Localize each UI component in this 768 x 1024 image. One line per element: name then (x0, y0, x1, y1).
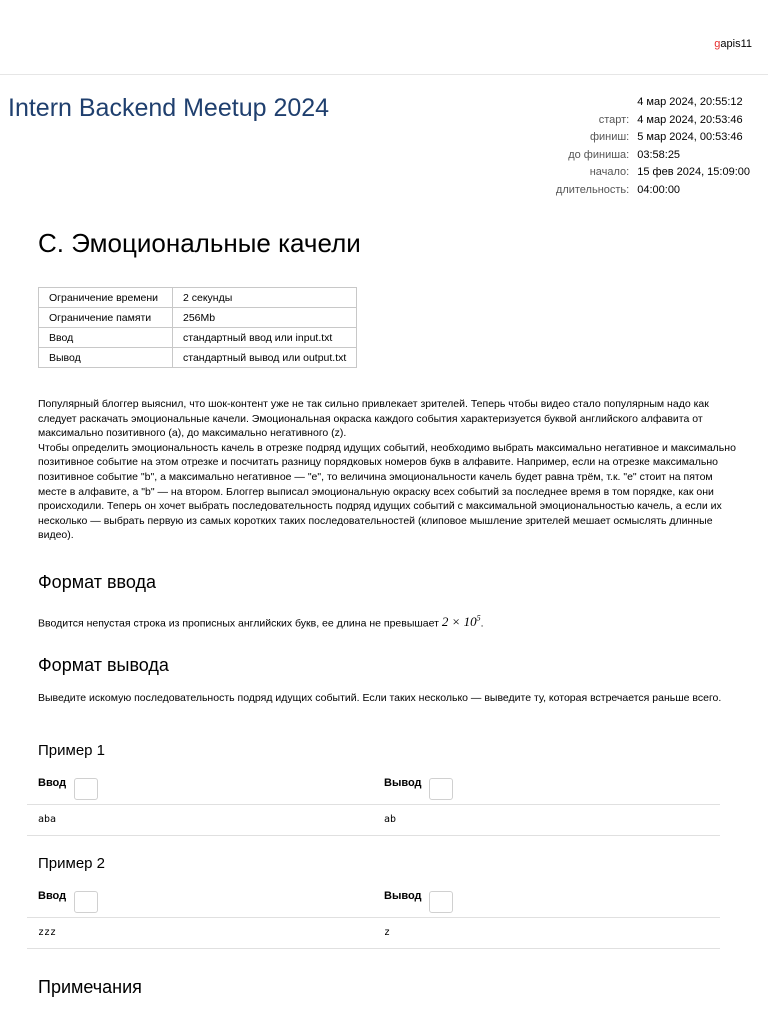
limit-key: Ввод (39, 328, 173, 348)
formula-base: 2 × 10 (441, 614, 477, 630)
example-header (27, 768, 720, 805)
input-format-tail: . (480, 617, 484, 630)
example-output-label: Вывод (384, 890, 422, 902)
table-row (39, 348, 357, 368)
time-value: 4 мар 2024, 20:53:46 (637, 113, 743, 126)
table-row (39, 288, 357, 308)
copy-input-button[interactable] (74, 778, 98, 800)
limit-value: 256Mb (173, 308, 357, 328)
limit-key: Вывод (39, 348, 173, 368)
time-row (556, 96, 750, 114)
limit-value: стандартный ввод или input.txt (173, 328, 357, 348)
example-block (27, 768, 720, 836)
time-row (556, 184, 750, 202)
time-row (556, 149, 750, 167)
time-label (556, 96, 637, 114)
example-header (27, 881, 720, 918)
example-input-label: Ввод (38, 777, 67, 789)
contest-time-info (556, 96, 750, 201)
limit-value: стандартный вывод или output.txt (173, 348, 357, 368)
limits-table (38, 287, 357, 368)
time-value: 15 фев 2024, 15:09:00 (637, 166, 750, 178)
copy-output-button[interactable] (429, 891, 453, 913)
example-block (27, 881, 720, 949)
top-bar (0, 0, 768, 75)
example-title: Пример 2 (38, 855, 106, 872)
input-format-text (38, 611, 738, 631)
input-format-desc: Вводится непустая строка из прописных английских букв, ее длина не превышает (38, 617, 439, 630)
time-value: 03:58:25 (637, 148, 681, 161)
input-limit-formula (442, 614, 481, 629)
time-label: начало: (589, 166, 630, 178)
notes-heading: Примечания (38, 977, 142, 997)
example-output-label: Вывод (384, 777, 422, 789)
example-input-label: Ввод (38, 890, 67, 902)
limit-value: 2 секунды (173, 288, 357, 308)
time-value: 4 мар 2024, 20:55:12 (637, 96, 743, 108)
output-format-heading: Формат вывода (38, 655, 169, 675)
time-value: 5 мар 2024, 00:53:46 (637, 131, 743, 143)
time-value: 04:00:00 (637, 183, 681, 196)
example-data-row (27, 918, 720, 949)
formula-exponent: 5 (476, 614, 481, 623)
time-row (556, 166, 750, 184)
user-link-rest: apis11 (720, 38, 752, 50)
copy-output-button[interactable] (429, 778, 453, 800)
time-row (556, 114, 750, 132)
statement-paragraph: Популярный блоггер выяснил, что шок-контент уже не так сильно привлекает зрителей. Теперь чтобы видео стало популярным надо как следует раскачать эмоциональные качели. Эмоциональная окраска каждого события характеризуется буквой английского алфавита от максимально позитивного (a), до максимально негативного (z). (38, 398, 709, 440)
problem-title: C. Эмоциональные качели (38, 228, 361, 258)
copy-input-button[interactable] (74, 891, 98, 913)
contest-title[interactable]: Intern Backend Meetup 2024 (8, 94, 330, 122)
table-row (39, 308, 357, 328)
time-label: до финиша: (568, 148, 630, 161)
limit-key: Ограничение памяти (39, 308, 173, 328)
output-format-text: Выведите искомую последовательность подряд идущих событий. Если таких несколько — выведите ту, которая встречается раньше всего. (38, 692, 722, 704)
limit-key: Ограничение времени (39, 288, 173, 308)
time-label: финиш: (589, 131, 630, 143)
problem-statement (38, 397, 738, 543)
example-output-value: ab (384, 814, 397, 825)
user-link-first-letter: g (714, 38, 721, 50)
input-format-heading: Формат ввода (38, 572, 156, 592)
time-label: длительность: (555, 183, 630, 196)
statement-paragraph: Чтобы определить эмоциональность качель в отрезке подряд идущих событий, необходимо выбрать максимально негативное и максимально позитивное событие на этом отрезке и посчитать разницу порядковых номеров букв в алфавите. Например, если на отрезке максимально позитивное событие "b", а максимально негативное — "e", то величина эмоциональности качель будет равна трём, т.к. "e" стоит на пятом месте в алфавите, а "b" — на втором. Блоггер выписал эмоциональную окраску всех событий за последнее время в том порядке, как они происходили. Теперь он хочет выбрать последовательность подряд идущих событий с максимальной эмоциональностью качель, а если их несколько — выбрать первую из самых коротких таких последовательностей (клиповое мышление зрителей мешает осмыслять длинные видео). (38, 441, 736, 542)
time-label: старт: (598, 113, 630, 126)
example-title: Пример 1 (38, 742, 106, 759)
example-input-value: aba (38, 814, 57, 825)
example-output-value: z (384, 927, 391, 938)
user-link[interactable] (714, 38, 752, 50)
time-row (556, 131, 750, 149)
example-input-value: zzz (38, 927, 57, 938)
table-row (39, 328, 357, 348)
example-data-row (27, 805, 720, 836)
